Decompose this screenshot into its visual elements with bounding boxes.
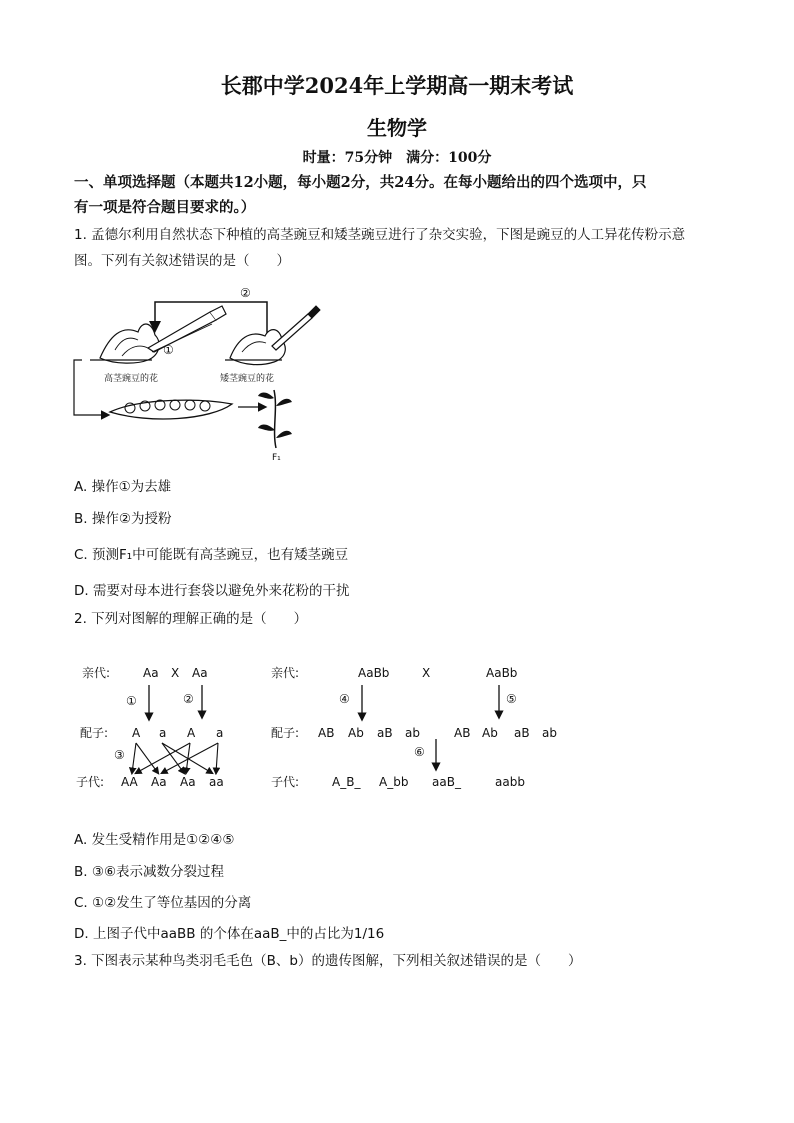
question-1-option-b[interactable]: B. 操作②为授粉	[74, 511, 172, 527]
section-heading	[74, 170, 724, 220]
question-1-option-a[interactable]: A. 操作①为去雄	[74, 479, 172, 495]
right-offspring-4: aabb	[495, 775, 525, 789]
question-1-option-d[interactable]: D. 需要对母本进行套袋以避免外来花粉的干扰	[74, 583, 350, 599]
right-gamete-l1: AB	[318, 726, 335, 740]
question-1-option-c[interactable]: C. 预测F₁中可能既有高茎豌豆，也有矮茎豌豆	[74, 547, 349, 563]
tall-flower-label: 高茎豌豆的花	[104, 374, 159, 384]
brush-icon	[272, 306, 320, 350]
question-2-option-b[interactable]: B. ③⑥表示减数分裂过程	[74, 864, 225, 880]
section-heading-line1: 一、单项选择题（本题共12小题，每小题2分，共24分。在每小题给出的四个选项中，只	[74, 174, 647, 191]
right-gamete-r2: Ab	[482, 726, 498, 740]
subject-title: 生物学	[367, 116, 427, 140]
tweezers-icon	[148, 306, 226, 352]
right-cross-sign: X	[422, 666, 431, 680]
right-gamete-r1: AB	[454, 726, 471, 740]
left-gamete-3: A	[187, 726, 196, 740]
left-parent-2: Aa	[192, 666, 208, 680]
exam-meta: 时量：75分钟 满分：100分	[302, 150, 492, 166]
question-3-stem: 3. 下图表示某种鸟类羽毛毛色（B、b）的遗传图解，下列相关叙述错误的是（ ）	[74, 953, 582, 969]
dwarf-flower-label: 矮茎豌豆的花	[220, 374, 275, 384]
tall-pea-flower-icon	[90, 324, 159, 363]
right-gamete-l4: ab	[405, 726, 420, 740]
left-gamete-1: A	[132, 726, 141, 740]
pea-pod-icon	[110, 400, 232, 419]
exam-title: 长郡中学2024年上学期高一期末考试	[220, 73, 574, 98]
left-offspring-label: 子代:	[76, 775, 105, 789]
pea-plant-icon	[258, 390, 292, 448]
genetic-cross-diagram	[70, 655, 570, 800]
right-parent-label: 亲代:	[271, 666, 300, 680]
left-parent-1: Aa	[143, 666, 159, 680]
left-offspring-2: Aa	[151, 775, 167, 789]
right-offspring-3: aaB_	[432, 775, 461, 789]
section-heading-line2: 有一项是符合题目要求的。）	[74, 199, 256, 216]
step1-marker: ①	[163, 343, 174, 357]
marker-4: ④	[339, 692, 350, 706]
left-cross-sign: X	[171, 666, 180, 680]
right-gamete-l2: Ab	[348, 726, 364, 740]
left-parent-label: 亲代:	[82, 666, 111, 680]
left-offspring-4: aa	[209, 775, 224, 789]
left-gamete-2: a	[159, 726, 167, 740]
right-gamete-r4: ab	[542, 726, 557, 740]
marker-1: ①	[126, 694, 137, 708]
right-gamete-label: 配子:	[271, 726, 300, 740]
right-gamete-r3: aB	[514, 726, 530, 740]
question-2-stem: 2. 下列对图解的理解正确的是（ ）	[74, 611, 308, 627]
marker-3: ③	[114, 748, 125, 762]
question-1-stem-line1: 1. 孟德尔利用自然状态下种植的高茎豌豆和矮茎豌豆进行了杂交实验，下图是豌豆的人工异花传粉示意	[74, 227, 686, 243]
left-gamete-4: a	[216, 726, 224, 740]
question-2-option-c[interactable]: C. ①②发生了等位基因的分离	[74, 895, 252, 911]
right-gamete-l3: aB	[377, 726, 393, 740]
arrow-to-pod	[74, 360, 108, 415]
question-2-option-d[interactable]: D. 上图子代中aaBB 的个体在aaB_中的占比为1/16	[74, 926, 385, 942]
right-parent-2: AaBb	[486, 666, 518, 680]
question-2-option-a[interactable]: A. 发生受精作用是①②④⑤	[74, 832, 235, 848]
left-gamete-label: 配子:	[80, 726, 109, 740]
right-offspring-label: 子代:	[271, 775, 300, 789]
marker-2: ②	[183, 692, 194, 706]
right-parent-1: AaBb	[358, 666, 390, 680]
pollination-figure	[60, 280, 330, 465]
marker-5: ⑤	[506, 692, 517, 706]
marker-6: ⑥	[414, 745, 425, 759]
step2-marker: ②	[240, 286, 251, 300]
question-1-stem	[74, 222, 724, 274]
left-offspring-3: Aa	[180, 775, 196, 789]
f1-label: F₁	[272, 453, 281, 463]
right-offspring-1: A_B_	[332, 775, 361, 789]
left-offspring-1: AA	[121, 775, 138, 789]
question-1-stem-line2: 图。下列有关叙述错误的是（ ）	[74, 253, 290, 269]
right-offspring-2: A_bb	[379, 775, 409, 789]
